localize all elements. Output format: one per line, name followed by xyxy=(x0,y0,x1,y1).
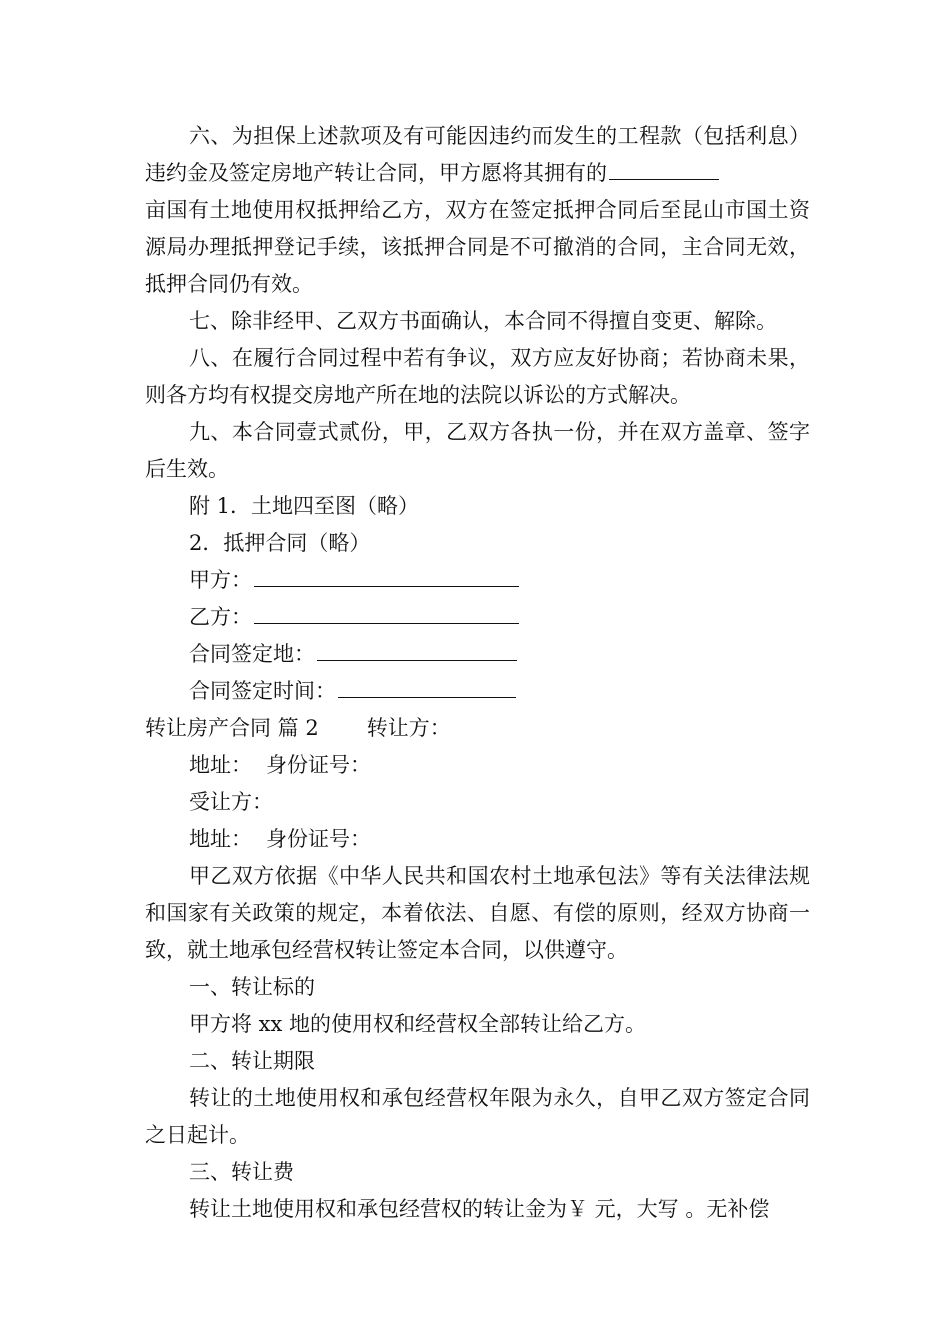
transferor-label: 转让方： xyxy=(366,716,451,740)
intro-paragraph: 甲乙双方依据《中华人民共和国农村土地承包法》等有关法律法规和国家有关政策的规定，本着依法、自愿、有偿的原则，经双方协商一致，就土地承包经营权转让签定本合同，以供遵守。 xyxy=(145,864,810,962)
land-area-blank xyxy=(609,155,719,180)
clause-6-part2: 亩国有土地使用权抵押给乙方，双方在签定抵押合同后至昆山市国土资源局办理抵押登记手续，该抵押合同是不可撤消的合同，主合同无效，抵押合同仍有效。 xyxy=(145,198,810,296)
sign-time-blank xyxy=(338,673,516,698)
address-label: 地址： xyxy=(189,827,252,851)
clause-9: 九、本合同壹式贰份，甲，乙双方各执一份，并在双方盖章、签字后生效。 xyxy=(145,420,810,481)
document-page xyxy=(145,118,810,1228)
id-number-label: 身份证号： xyxy=(266,753,371,777)
section-3-body: 转让土地使用权和承包经营权的转让金为￥ 元，大写 。无补偿 xyxy=(189,1197,770,1221)
section-2-body: 转让的土地使用权和承包经营权年限为永久，自甲乙双方签定合同之日起计。 xyxy=(145,1086,810,1147)
attachment-2: 2．抵押合同（略） xyxy=(189,531,371,555)
clause-6-part1 xyxy=(145,118,810,192)
sign-place-blank xyxy=(317,636,517,661)
sign-time-line xyxy=(145,673,810,710)
party-b-signature-line xyxy=(145,599,810,636)
section-2-title: 二、转让期限 xyxy=(189,1049,315,1073)
clause-8: 八、在履行合同过程中若有争议，双方应友好协商；若协商未果，则各方均有权提交房地产所在地的法院以诉讼的方式解决。 xyxy=(145,346,810,407)
sign-place-line xyxy=(145,636,810,673)
attachment-1: 附 1．土地四至图（略） xyxy=(189,494,420,518)
party-a-label: 甲方： xyxy=(189,568,252,592)
contract-2-title: 转让房产合同 篇 2 xyxy=(145,716,319,740)
clause-7: 七、除非经甲、乙双方书面确认，本合同不得擅自变更、解除。 xyxy=(189,309,777,333)
contract-2-heading xyxy=(145,710,810,747)
party-a-signature-line xyxy=(145,562,810,599)
clause-6-text: 六、为担保上述款项及有可能因违约而发生的工程款（包括利息）违约金及签定房地产转让合同，甲方愿将其拥有的 xyxy=(145,124,810,185)
section-1-title: 一、转让标的 xyxy=(189,975,315,999)
transferee-line: 受让方： xyxy=(189,790,273,814)
transferee-address-line xyxy=(145,821,810,858)
party-b-blank xyxy=(254,599,519,624)
party-b-label: 乙方： xyxy=(189,605,252,629)
section-1-body: 甲方将 xx 地的使用权和经营权全部转让给乙方。 xyxy=(189,1012,647,1036)
transferor-address-line xyxy=(145,747,810,784)
section-3-title: 三、转让费 xyxy=(189,1160,294,1184)
id-number-label: 身份证号： xyxy=(266,827,371,851)
address-label: 地址： xyxy=(189,753,252,777)
sign-place-label: 合同签定地： xyxy=(189,642,315,666)
party-a-blank xyxy=(254,562,519,587)
sign-time-label: 合同签定时间： xyxy=(189,679,336,703)
